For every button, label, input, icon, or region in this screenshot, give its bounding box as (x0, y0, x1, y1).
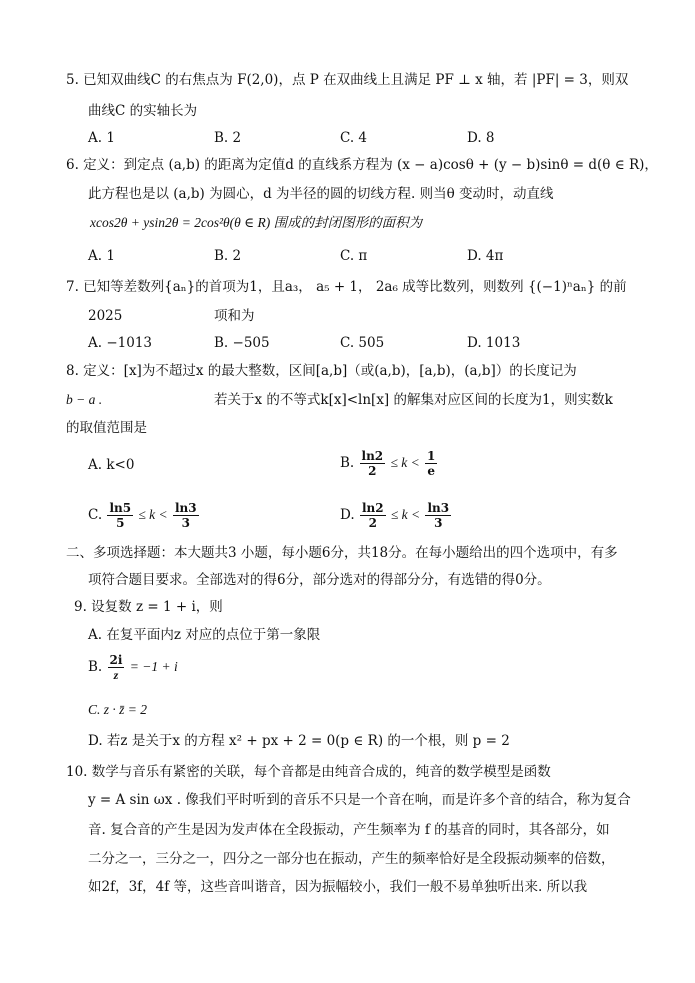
denominator: 2 (368, 516, 377, 530)
q5-option-c: C. 4 (340, 130, 368, 146)
q6-stem-line-2: 此方程也是以 (a,b) 为圆心，d 为半径的圆的切线方程. 则当θ 变动时，动直线 (88, 186, 554, 202)
numerator: 2i (109, 653, 123, 667)
q6-option-c: C. π (340, 248, 368, 264)
q8-stem-line-3: 的取值范围是 (66, 420, 147, 436)
q8-option-d-label: D. (340, 507, 355, 523)
q10-stem-line-2: y = A sin ωx . 像我们平时听到的音乐不只是一个音在响，而是许多个音的结合，称为复合 (88, 792, 631, 808)
fraction (425, 501, 451, 530)
denominator: 2 (368, 464, 377, 478)
denominator: z (113, 668, 119, 682)
q8-option-c-label: C. (88, 507, 103, 523)
inequality: ≤ k < (138, 507, 168, 522)
q9-option-b-rest: = −1 + i (129, 659, 178, 674)
numerator: 1 (427, 449, 436, 463)
q6-option-a: A. 1 (88, 248, 115, 264)
q10-stem-line-1: 10. 数学与音乐有紧密的关联，每个音都是由纯音合成的，纯音的数学模型是函数 (66, 764, 551, 780)
q7-option-b: B. −505 (214, 335, 270, 351)
q8-option-a: A. k<0 (88, 457, 135, 473)
q9-option-c: C. z · z̄ = 2 (88, 702, 147, 717)
numerator: ln2 (361, 501, 384, 515)
section-2-heading-line-1: 二、多项选择题：本大题共3 小题，每小题6分，共18分。在每小题给出的四个选项中，有多 (66, 545, 618, 561)
q5-option-b: B. 2 (214, 130, 242, 146)
q9-stem: 9. 设复数 z = 1 + i，则 (74, 599, 223, 615)
q5-option-d: D. 8 (467, 130, 495, 146)
q7-stem-line-2-text: 项和为 (214, 308, 255, 324)
inequality: ≤ k < (390, 455, 420, 470)
q8-option-b-label: B. (340, 455, 355, 471)
fraction (360, 501, 386, 530)
q10-stem-line-5: 如2f，3f，4f 等，这些音叫谐音，因为振幅较小，我们一般不易单独听出来. 所以我 (88, 879, 588, 895)
q9-option-d: D. 若z 是关于x 的方程 x² + px + 2 = 0(p ∈ R) 的一个根，则 p = 2 (88, 733, 510, 749)
q7-stem-line-2-year: 2025 (88, 308, 123, 324)
denominator: e (427, 464, 436, 478)
q6-stem-line-3: xcos2θ + ysin2θ = 2cos²θ(θ ∈ R) 围成的封闭图形的面积为 (90, 215, 423, 230)
q7-stem-line-1: 7. 已知等差数列{aₙ}的首项为1，且a₃， a₅ + 1， 2a₆ 成等比数列，则数列 {(−1)ⁿaₙ} 的前 (66, 279, 627, 295)
fraction (425, 449, 437, 478)
fraction (108, 653, 125, 682)
q8-option-d (340, 498, 452, 532)
q7-option-c: C. 505 (340, 335, 385, 351)
q8-stem-line-2b: 若关于x 的不等式k[x]<ln[x] 的解集对应区间的长度为1，则实数k (214, 392, 613, 408)
fraction (107, 501, 133, 530)
q7-option-a: A. −1013 (88, 335, 152, 351)
q9-option-a: A. 在复平面内z 对应的点位于第一象限 (88, 627, 321, 643)
fraction (360, 449, 386, 478)
q7-option-d: D. 1013 (467, 335, 521, 351)
denominator: 3 (434, 516, 443, 530)
numerator: ln3 (427, 501, 450, 515)
fraction (173, 501, 199, 530)
q8-option-b (340, 446, 438, 480)
q8-stem-line-2a: b − a . (66, 392, 103, 407)
q5-stem-line-1: 5. 已知双曲线C 的右焦点为 F(2,0)，点 P 在双曲线上且满足 PF ⊥ x 轴，若 |PF| = 3，则双 (66, 72, 629, 88)
q6-option-b: B. 2 (214, 248, 242, 264)
q10-stem-line-3: 音. 复合音的产生是因为发声体在全段振动，产生频率为 f 的基音的同时，其各部分，如 (88, 822, 610, 838)
numerator: ln5 (109, 501, 132, 515)
q5-stem-line-2: 曲线C 的实轴长为 (88, 103, 198, 119)
numerator: ln2 (361, 449, 384, 463)
q6-option-d: D. 4π (467, 248, 504, 264)
q10-stem-line-4: 二分之一，三分之一，四分之一部分也在振动，产生的频率恰好是全段振动频率的倍数， (88, 851, 615, 867)
denominator: 5 (116, 516, 125, 530)
q9-option-b-label: B. (88, 659, 103, 675)
q8-option-c (88, 498, 200, 532)
numerator: ln3 (174, 501, 197, 515)
inequality: ≤ k < (390, 507, 421, 522)
q8-stem-line-1: 8. 定义：[x]为不超过x 的最大整数，区间[a,b]（或(a,b)，[a,b)，(a,b]）的长度记为 (66, 363, 577, 379)
q6-stem-line-1: 6. 定义：到定点 (a,b) 的距离为定值d 的直线系方程为 (x − a)cosθ + (y − b)sinθ = d(θ ∈ R)， (66, 157, 658, 173)
q5-option-a: A. 1 (88, 130, 115, 146)
q9-option-b (88, 650, 178, 684)
section-2-heading-line-2: 项符合题目要求。全部选对的得6分，部分选对的得部分分，有选错的得0分。 (88, 572, 551, 588)
denominator: 3 (181, 516, 190, 530)
